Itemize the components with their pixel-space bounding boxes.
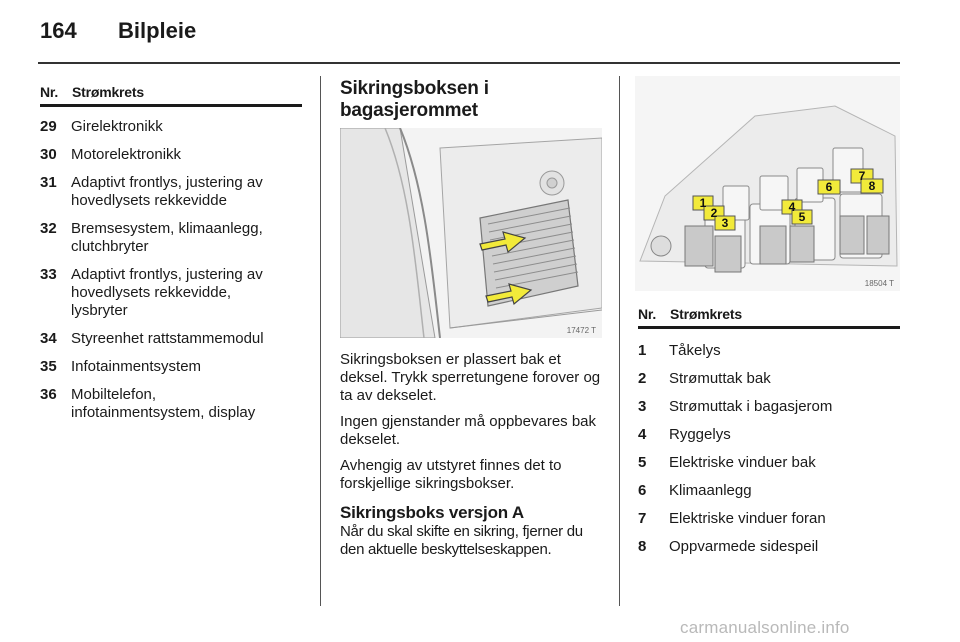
fuse-label: 3 bbox=[721, 216, 729, 230]
row-nr: 35 bbox=[40, 358, 57, 375]
paragraph: Ingen gjenstander må oppbevares bak dekselet. bbox=[340, 413, 597, 448]
header-circuit: Strømkrets bbox=[670, 306, 742, 322]
column-divider-right bbox=[619, 76, 620, 606]
fuse-label: 8 bbox=[868, 179, 876, 193]
row-nr: 31 bbox=[40, 174, 57, 191]
table-row bbox=[40, 118, 302, 136]
row-nr: 34 bbox=[40, 330, 57, 347]
table-row bbox=[638, 454, 900, 472]
page-number: 164 bbox=[40, 18, 77, 43]
paragraph: Sikringsboksen er plassert bak et deksel. Trykk sperretungene forover og ta av dekselet. bbox=[340, 351, 601, 404]
table-row bbox=[638, 510, 900, 528]
watermark: carmanualsonline.info bbox=[680, 618, 850, 637]
table-rows bbox=[40, 118, 302, 422]
row-text: Oppvarmede sidespeil bbox=[669, 538, 819, 555]
row-nr: 5 bbox=[638, 454, 647, 471]
row-text: Bremsesystem, klimaanlegg, clutchbryter bbox=[71, 220, 263, 255]
page-title: Bilpleie bbox=[118, 18, 197, 43]
fuse-label: 7 bbox=[858, 169, 866, 183]
row-text: Strømuttak i bagasjerom bbox=[669, 398, 833, 415]
left-fuse-table bbox=[40, 78, 302, 422]
table-row bbox=[638, 370, 900, 388]
table-row bbox=[638, 398, 900, 416]
table-row bbox=[40, 266, 302, 320]
table-row bbox=[638, 426, 900, 444]
header-nr: Nr. bbox=[638, 306, 657, 322]
header-nr: Nr. bbox=[40, 84, 59, 100]
row-text: Strømuttak bak bbox=[669, 370, 771, 387]
table-row bbox=[638, 342, 900, 360]
table-rows bbox=[638, 342, 900, 556]
row-text: Ryggelys bbox=[669, 426, 731, 443]
header-circuit: Strømkrets bbox=[72, 84, 144, 100]
row-text: Styreenhet rattstammemodul bbox=[71, 330, 264, 347]
fuse-label: 1 bbox=[699, 196, 707, 210]
row-nr: 8 bbox=[638, 538, 647, 555]
middle-text bbox=[340, 351, 605, 559]
fusebox-photo bbox=[635, 76, 900, 291]
table-row bbox=[40, 386, 302, 422]
row-nr: 30 bbox=[40, 146, 57, 163]
row-nr: 7 bbox=[638, 510, 647, 527]
header-rule bbox=[38, 62, 900, 64]
row-nr: 32 bbox=[40, 220, 57, 237]
trunk-fusebox-photo bbox=[340, 128, 602, 338]
middle-column bbox=[340, 78, 605, 122]
table-header bbox=[638, 300, 900, 329]
table-row bbox=[638, 482, 900, 500]
row-nr: 36 bbox=[40, 386, 57, 403]
row-text: Infotainmentsystem bbox=[71, 358, 202, 375]
image-code: 17472 T bbox=[566, 326, 596, 335]
fuse-label: 4 bbox=[788, 200, 796, 214]
row-nr: 4 bbox=[638, 426, 647, 443]
row-text: Tåkelys bbox=[669, 342, 721, 359]
table-header bbox=[40, 78, 302, 107]
row-text: Motorelektronikk bbox=[71, 146, 182, 163]
fuse-label: 6 bbox=[825, 180, 833, 194]
image-code: 18504 T bbox=[864, 279, 894, 288]
row-nr: 2 bbox=[638, 370, 647, 387]
section-heading: Sikringsboksen i bagasjerommet bbox=[340, 78, 489, 121]
table-row bbox=[40, 174, 302, 210]
row-nr: 3 bbox=[638, 398, 647, 415]
table-row bbox=[40, 358, 302, 376]
subheading: Sikringsboks versjon A bbox=[340, 503, 524, 522]
row-text: Mobiltelefon, infotainmentsystem, display bbox=[71, 386, 256, 421]
paragraph: Avhengig av utstyret finnes det to forskjellige sikringsbokser. bbox=[340, 457, 562, 492]
table-row bbox=[40, 330, 302, 348]
row-text: Klimaanlegg bbox=[669, 482, 752, 499]
table-row bbox=[40, 220, 302, 256]
row-nr: 1 bbox=[638, 342, 647, 359]
row-text: Elektriske vinduer bak bbox=[669, 454, 816, 471]
row-nr: 29 bbox=[40, 118, 57, 135]
column-divider-left bbox=[320, 76, 321, 606]
trunk-illustration bbox=[340, 128, 602, 338]
row-text: Adaptivt frontlys, justering av hovedlysets rekkevidde, lysbryter bbox=[71, 266, 263, 319]
right-fuse-table bbox=[638, 300, 900, 556]
fuse-label: 5 bbox=[798, 210, 806, 224]
fusebox-illustration bbox=[635, 76, 900, 291]
row-text: Girelektronikk bbox=[71, 118, 163, 135]
paragraph: Når du skal skifte en sikring, fjerner du den aktuelle beskyttelseskappen. bbox=[340, 523, 583, 558]
row-text: Elektriske vinduer foran bbox=[669, 510, 826, 527]
fuse-label: 2 bbox=[710, 206, 718, 220]
table-row bbox=[40, 146, 302, 164]
row-nr: 6 bbox=[638, 482, 647, 499]
table-row bbox=[638, 538, 900, 556]
row-text: Adaptivt frontlys, justering av hovedlysets rekkevidde bbox=[71, 174, 263, 209]
row-nr: 33 bbox=[40, 266, 57, 283]
